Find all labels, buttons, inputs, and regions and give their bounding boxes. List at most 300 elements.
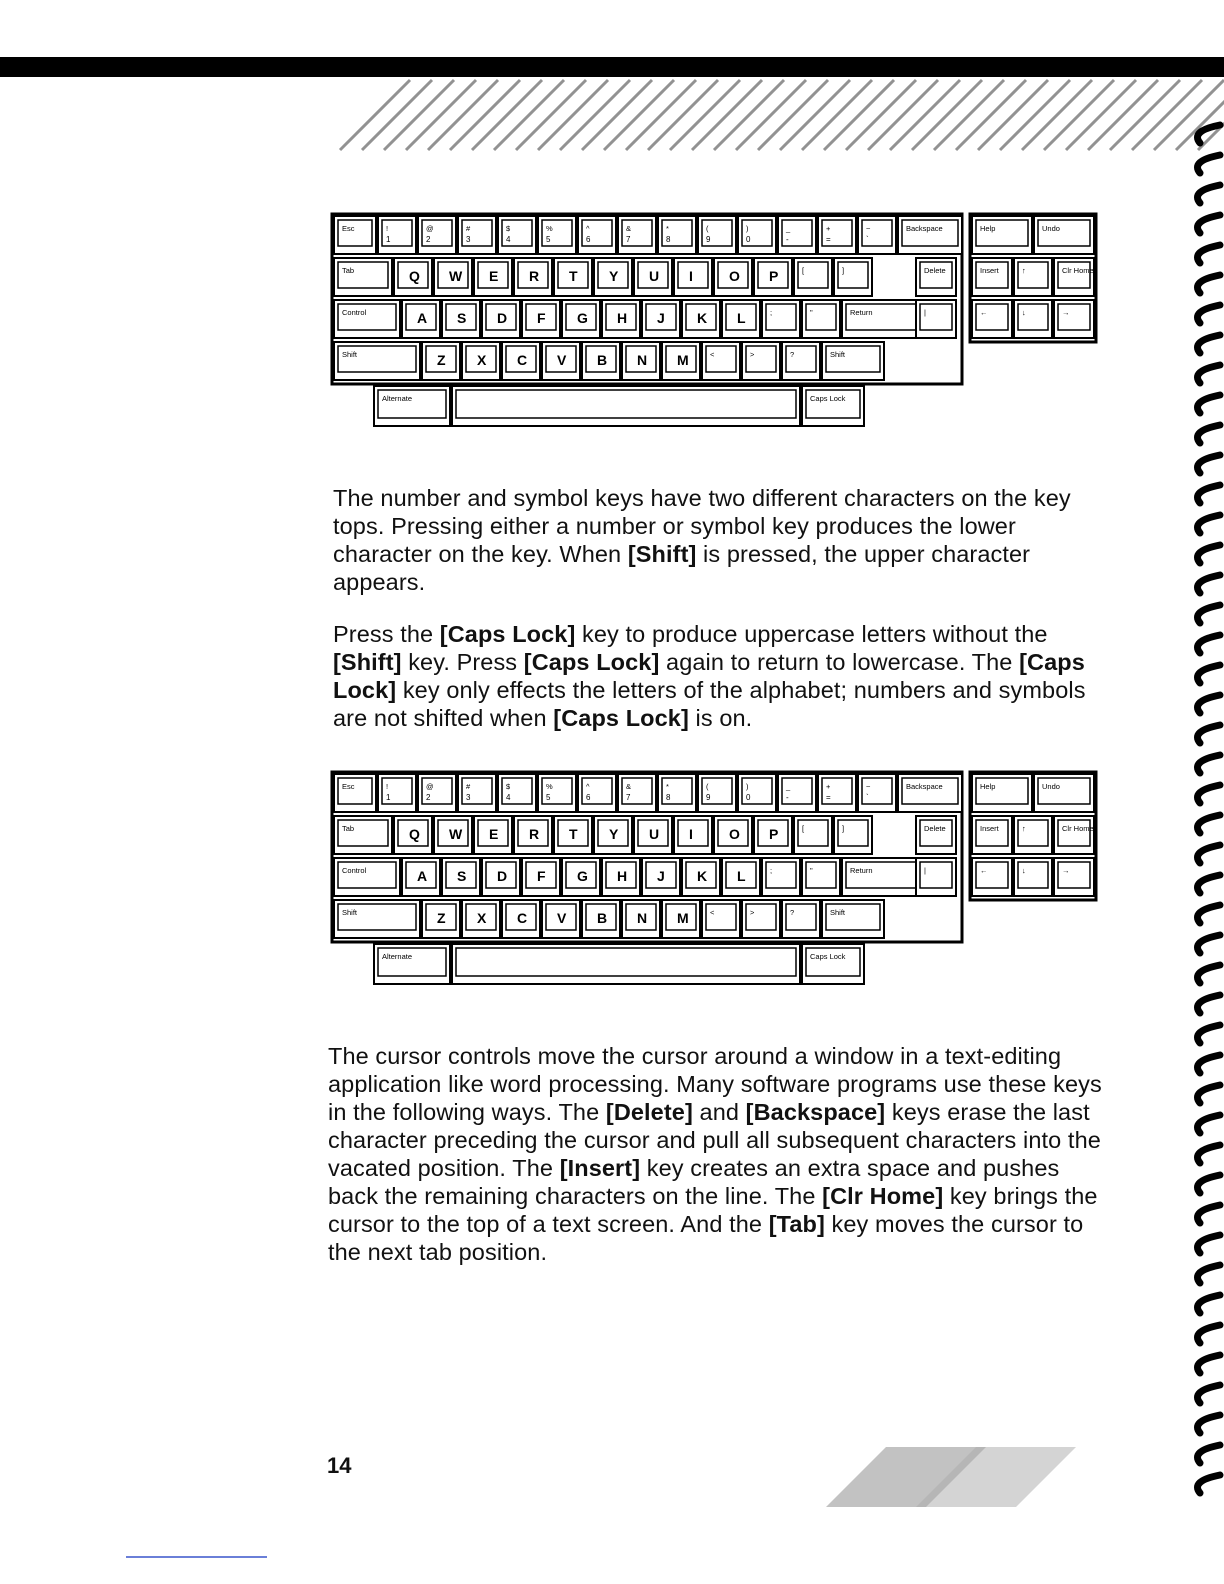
keyboard-key [582, 342, 620, 380]
keyboard-key [802, 944, 864, 984]
keyboard-key [1034, 216, 1094, 254]
key-label: 8 [666, 793, 671, 802]
key-label: | [924, 308, 926, 317]
key-label: A [417, 310, 428, 326]
keyboard-key [834, 258, 872, 296]
binding-coil [1198, 695, 1221, 713]
keyboard-key [1034, 774, 1094, 812]
keyboard-key [1014, 816, 1052, 854]
keyboard-key [802, 858, 840, 896]
key-label: X [477, 910, 487, 926]
keyboard-key [498, 216, 536, 254]
key-label: > [750, 908, 755, 917]
binding-coil [1198, 125, 1221, 143]
key-label: W [449, 268, 463, 284]
stripe-line [604, 80, 674, 150]
stripe-line [714, 80, 784, 150]
keyboard-key [972, 858, 1012, 896]
binding-coil [1198, 1025, 1221, 1043]
key-label: 7 [626, 235, 631, 244]
keyboard-key [422, 342, 460, 380]
keyboard-key [334, 900, 420, 938]
key-label: 4 [506, 793, 511, 802]
key-reference: [Caps Lock] [333, 649, 1085, 703]
keyboard-key [462, 342, 500, 380]
key-reference: [Caps Lock] [553, 705, 689, 731]
key-label: $ [506, 224, 511, 233]
keyboard-key [1054, 816, 1094, 854]
key-label: $ [506, 782, 511, 791]
keyboard-key [498, 774, 536, 812]
key-label: ( [706, 782, 709, 791]
key-label: 3 [466, 235, 471, 244]
stripe-line [1022, 80, 1092, 150]
keyboard-key [972, 816, 1012, 854]
binding-coil [1198, 1385, 1221, 1403]
key-label: Caps Lock [810, 952, 846, 961]
keyboard-key [482, 858, 520, 896]
binding-coil [1198, 965, 1221, 983]
stripe-line [406, 80, 476, 150]
keyboard-diagram-top [330, 210, 1100, 440]
keyboard-key [458, 216, 496, 254]
text-run: and [692, 1099, 746, 1125]
keyboard-key [418, 216, 456, 254]
keyboard-key [1014, 258, 1052, 296]
key-label: Y [609, 826, 619, 842]
stripe-line [538, 80, 608, 150]
keyboard-key [754, 258, 792, 296]
keyboard-key [794, 258, 832, 296]
keyboard-key [916, 816, 956, 854]
keyboard-key [858, 216, 896, 254]
keyboard-key [634, 258, 672, 296]
key-label: V [557, 352, 567, 368]
key-label: M [677, 910, 689, 926]
key-label: R [529, 268, 540, 284]
stripe-line [560, 80, 630, 150]
key-label: Return [850, 308, 873, 317]
stripe-line [450, 80, 520, 150]
key-label: A [417, 868, 428, 884]
stripe-line [1110, 80, 1180, 150]
key-reference: [Shift] [333, 649, 402, 675]
key-label: 9 [706, 793, 711, 802]
header-stripes [0, 0, 1224, 170]
keyboard-key [822, 342, 884, 380]
key-label: % [546, 224, 553, 233]
key-label: 3 [466, 793, 471, 802]
binding-coil [1198, 815, 1221, 833]
footer-stripes [786, 1442, 1086, 1512]
keyboard-key [522, 858, 560, 896]
keyboard-key [502, 900, 540, 938]
keyboard-key [402, 300, 440, 338]
key-label: D [497, 868, 508, 884]
key-label: F [537, 310, 546, 326]
keyboard-key [334, 774, 376, 812]
keyboard-key [822, 900, 884, 938]
stripe-line [362, 80, 432, 150]
text-run: again to return to lowercase. The [659, 649, 1020, 675]
keyboard-key [714, 258, 752, 296]
key-label: V [557, 910, 567, 926]
key-label: B [597, 910, 608, 926]
key-label: _ [786, 224, 791, 233]
keyboard-key [972, 300, 1012, 338]
binding-coil [1198, 1175, 1221, 1193]
key-label: ↓ [1022, 866, 1026, 875]
keyboard-key [802, 300, 840, 338]
key-label: [ [802, 266, 805, 275]
keyboard-key [898, 216, 962, 254]
key-label: Esc [342, 224, 355, 233]
key-label: ( [706, 224, 709, 233]
key-label: + [826, 224, 831, 233]
key-label: C [517, 910, 528, 926]
key-label: P [769, 268, 779, 284]
keyboard-key [422, 900, 460, 938]
binding-coil [1198, 1325, 1221, 1343]
text-run: key only effects the letters of the alphabet; numbers and symbols are not shifted when [333, 677, 1086, 731]
key-label: H [617, 868, 628, 884]
key-label: 4 [506, 235, 511, 244]
keyboard-key [662, 900, 700, 938]
stripe-line [978, 80, 1048, 150]
key-label: Shift [342, 908, 358, 917]
key-label: ← [980, 308, 988, 317]
key-label: H [617, 310, 628, 326]
paragraph-caps-lock [333, 620, 1113, 732]
keyboard-key [642, 858, 680, 896]
key-label: Q [409, 268, 420, 284]
page-number: 14 [327, 1453, 352, 1478]
keyboard-key [514, 816, 552, 854]
key-label: E [489, 268, 499, 284]
keyboard-key [682, 300, 720, 338]
binding-coil [1198, 1265, 1221, 1283]
key-label: X [477, 352, 487, 368]
key-label: ~ [866, 224, 871, 233]
text-run: is pressed, the upper character appears. [333, 541, 1031, 595]
keyboard-key [898, 774, 962, 812]
binding-coil [1198, 305, 1221, 323]
keyboard-key [542, 342, 580, 380]
keyboard-key [658, 216, 696, 254]
key-label: < [710, 350, 715, 359]
key-label: @ [426, 782, 434, 791]
key-label: # [466, 224, 471, 233]
keyboard-key [698, 216, 736, 254]
keyboard-key [714, 816, 752, 854]
key-label: 0 [746, 793, 751, 802]
key-label: Caps Lock [810, 394, 846, 403]
key-label: Z [437, 352, 446, 368]
key-label: ! [386, 224, 389, 233]
key-label: * [666, 224, 669, 233]
key-label: Alternate [382, 394, 413, 403]
keyboard-key [594, 258, 632, 296]
keyboard-key [858, 774, 896, 812]
key-label: Undo [1042, 224, 1060, 233]
key-label: U [649, 826, 660, 842]
key-label: ; [770, 308, 773, 317]
keyboard-key [1054, 300, 1094, 338]
keyboard-key [742, 900, 780, 938]
key-label: 9 [706, 235, 711, 244]
stripe-line [758, 80, 828, 150]
keyboard-key [482, 300, 520, 338]
stripe-line [802, 80, 872, 150]
text-run: The cursor controls move the cursor around a window in a text-editing application like word processing. Many software programs use these keys in the following ways. The [328, 1043, 1102, 1125]
binding-coil [1198, 455, 1221, 473]
key-label: K [697, 310, 708, 326]
stripe-line [428, 80, 498, 150]
keyboard-key [522, 300, 560, 338]
key-label: L [737, 868, 746, 884]
key-label: & [626, 224, 632, 233]
binding-coil [1198, 335, 1221, 353]
stripe-line [582, 80, 652, 150]
key-label: 7 [626, 793, 631, 802]
keyboard-key [418, 774, 456, 812]
keyboard-key [702, 900, 740, 938]
keyboard-key [662, 342, 700, 380]
binding-coil [1198, 515, 1221, 533]
key-label: U [649, 268, 660, 284]
keyboard-key [916, 858, 956, 896]
key-label: _ [786, 782, 791, 791]
keyboard-key [334, 216, 376, 254]
key-label: Shift [830, 908, 846, 917]
binding-coil [1198, 1145, 1221, 1163]
key-label: " [810, 308, 813, 317]
keyboard-key [642, 300, 680, 338]
keyboard-key [674, 816, 712, 854]
keyboard-key [394, 258, 432, 296]
key-label: Shift [830, 350, 846, 359]
key-label: @ [426, 224, 434, 233]
stripe-line [736, 80, 806, 150]
key-label: Q [409, 826, 420, 842]
key-label: Alternate [382, 952, 413, 961]
key-label: Undo [1042, 782, 1060, 791]
keyboard-key [674, 258, 712, 296]
keyboard-key [334, 258, 392, 296]
keyboard-key [452, 944, 800, 984]
key-label: F [537, 868, 546, 884]
keyboard-key [514, 258, 552, 296]
keyboard-key [1014, 300, 1052, 338]
key-label: = [826, 793, 831, 802]
stripe-line [340, 80, 410, 150]
binding-coil [1198, 1415, 1221, 1433]
key-label: Shift [342, 350, 358, 359]
keyboard-key [334, 342, 420, 380]
key-label: Backspace [906, 782, 943, 791]
keyboard-key [622, 900, 660, 938]
keyboard-key [402, 858, 440, 896]
keyboard-key [972, 774, 1032, 812]
key-reference: [Caps Lock] [523, 649, 660, 675]
keyboard-key [818, 216, 856, 254]
keyboard-diagram-bottom [330, 768, 1100, 998]
key-label: ] [842, 824, 845, 833]
text-run: is on. [688, 705, 753, 731]
key-label: | [924, 866, 926, 875]
keyboard-key [474, 816, 512, 854]
key-reference: [Backspace] [745, 1099, 886, 1125]
key-label: K [697, 868, 708, 884]
binding-coil [1198, 245, 1221, 263]
keyboard-key [374, 944, 450, 984]
stripe-line [1088, 80, 1158, 150]
keyboard-key [462, 900, 500, 938]
keyboard-key [374, 386, 450, 426]
key-label: Backspace [906, 224, 943, 233]
key-label: S [457, 310, 467, 326]
key-label: T [569, 268, 578, 284]
stripe-line [494, 80, 564, 150]
text-run: keys erase the last character preceding the cursor and pull all subsequent characters into the vacated position. The [328, 1099, 1101, 1181]
key-label: Insert [980, 824, 999, 833]
key-label: Control [342, 308, 367, 317]
key-label: Esc [342, 782, 355, 791]
binding-coil [1198, 995, 1221, 1013]
key-label: ~ [866, 782, 871, 791]
binding-coil [1198, 1445, 1221, 1463]
keyboard-key [698, 774, 736, 812]
key-label: 2 [426, 235, 431, 244]
keyboard-key [562, 300, 600, 338]
text-run: The number and symbol keys have two different characters on the key tops. Pressing either a number or symbol key produces the lower character on the key. When [333, 485, 1071, 567]
key-label: G [577, 868, 588, 884]
stripe-line [692, 80, 762, 150]
binding-coil [1198, 545, 1221, 563]
keyboard-key [562, 858, 600, 896]
binding-coil [1198, 935, 1221, 953]
keyboard-key [658, 774, 696, 812]
key-label: R [529, 826, 540, 842]
key-label: = [826, 235, 831, 244]
key-label: Insert [980, 266, 999, 275]
stripe-line [384, 80, 454, 150]
binding-coil [1198, 425, 1221, 443]
keyboard-key [618, 216, 656, 254]
key-label: - [786, 235, 789, 244]
keyboard-key [682, 858, 720, 896]
keyboard-key [778, 216, 816, 254]
keyboard-key [622, 342, 660, 380]
stripe-line [516, 80, 586, 150]
key-label: ! [386, 782, 389, 791]
key-reference: [Tab] [768, 1211, 825, 1237]
key-label: ↑ [1022, 824, 1026, 833]
binding-coil [1198, 605, 1221, 623]
key-label: ↓ [1022, 308, 1026, 317]
key-label: 1 [386, 793, 391, 802]
binding-coil [1198, 575, 1221, 593]
stripe-line [934, 80, 1004, 150]
key-label: ? [790, 350, 795, 359]
stripe-line [824, 80, 894, 150]
key-label: > [750, 350, 755, 359]
keyboard-key [916, 300, 956, 338]
key-label: O [729, 268, 740, 284]
key-label: < [710, 908, 715, 917]
key-reference: [Delete] [605, 1099, 693, 1125]
key-label: S [457, 868, 467, 884]
keyboard-key [742, 342, 780, 380]
text-run: key moves the cursor to the next tab position. [328, 1211, 1084, 1265]
text-run: key brings the cursor to the top of a text screen. And the [328, 1183, 1098, 1237]
keyboard-key [474, 258, 512, 296]
stripe-line [846, 80, 916, 150]
stripe-line [912, 80, 982, 150]
keyboard-key [334, 858, 400, 896]
key-label: - [786, 793, 789, 802]
stripe-line [1044, 80, 1114, 150]
key-label: 6 [586, 793, 591, 802]
key-label: 0 [746, 235, 751, 244]
binding-coil [1198, 155, 1221, 173]
key-label: J [657, 868, 665, 884]
keyboard-key [762, 300, 800, 338]
keyboard-key [378, 774, 416, 812]
keyboard-key [634, 816, 672, 854]
key-label: W [449, 826, 463, 842]
keyboard-key [602, 300, 640, 338]
key-label: Help [980, 782, 996, 791]
keyboard-key [1054, 858, 1094, 896]
binding-coil [1198, 1475, 1221, 1493]
key-label: 6 [586, 235, 591, 244]
key-label: 8 [666, 235, 671, 244]
keyboard-key [502, 342, 540, 380]
key-reference: [Shift] [627, 541, 697, 567]
keyboard-key [738, 216, 776, 254]
key-label: I [689, 268, 693, 284]
key-label: J [657, 310, 665, 326]
key-label: 2 [426, 793, 431, 802]
text-run: key creates an extra space and pushes back the remaining characters on the line. The [328, 1155, 1060, 1209]
binding-coil [1198, 755, 1221, 773]
key-label: # [466, 782, 471, 791]
keyboard-key [458, 774, 496, 812]
keyboard-key [754, 816, 792, 854]
keyboard-key [802, 386, 864, 426]
key-reference: [Insert] [559, 1155, 641, 1181]
key-label: 5 [546, 793, 551, 802]
binding-coil [1198, 1355, 1221, 1373]
binding-coil [1198, 1235, 1221, 1253]
key-label: L [737, 310, 746, 326]
binding-coil [1198, 635, 1221, 653]
keyboard-key [434, 816, 472, 854]
keyboard-key [972, 216, 1032, 254]
keyboard-key [442, 858, 480, 896]
keyboard-key [594, 816, 632, 854]
binding-coil [1198, 395, 1221, 413]
keyboard-key [434, 258, 472, 296]
binding-coil [1198, 275, 1221, 293]
key-label: D [497, 310, 508, 326]
keyboard-key [916, 258, 956, 296]
key-label: 1 [386, 235, 391, 244]
binding-coil [1198, 845, 1221, 863]
binding-coil [1198, 485, 1221, 503]
key-label: Tab [342, 266, 355, 275]
